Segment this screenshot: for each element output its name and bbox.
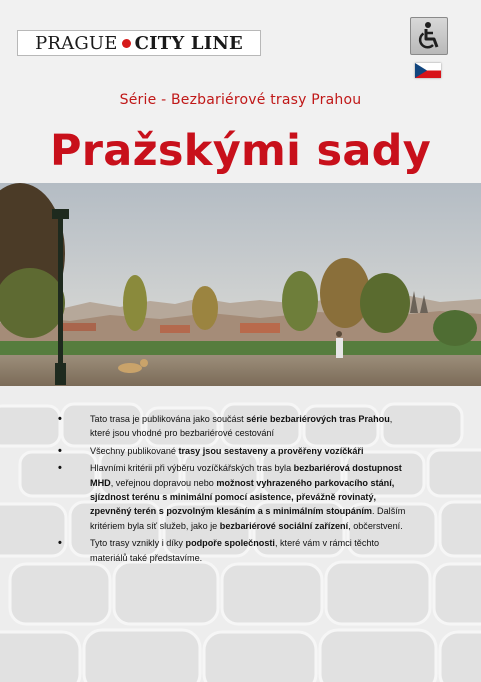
bullet-icon: • <box>58 413 62 425</box>
logo-text-city-line: CITY LINE <box>134 32 243 54</box>
text: , občerstvení. <box>348 520 403 531</box>
logo-dot <box>122 39 131 48</box>
wheelchair-icon[interactable] <box>410 17 448 55</box>
text: Všechny publikované <box>90 445 179 456</box>
park-photo <box>0 183 481 386</box>
bold-text: trasy jsou sestaveny a prověřeny vozíčkáři <box>178 445 364 456</box>
bold-text: bezbariérové sociální zařízení <box>219 520 349 531</box>
bullet-icon: • <box>58 537 62 550</box>
list-item <box>58 444 413 458</box>
bold-text: série bezbariérových tras Prahou <box>246 414 390 424</box>
text: , které jsou vhodné pro bezbariérové cestování <box>90 414 393 439</box>
bold-text: bezbariérová dostupnost MHD <box>90 463 402 488</box>
bold-text: možnost vyhrazeného parkovacího stání, sjízdnost terénu s minimální pomocí asistence, převážně rovinatý, zpevněný terén s pozvolným klesáním a s minimálním stoupáním <box>90 477 395 517</box>
text: , veřejnou dopravou nebo <box>110 477 217 488</box>
bold-text: podpoře společnosti <box>185 538 275 549</box>
text: Tyto trasy vznikly i díky <box>90 538 186 549</box>
text: Hlavními kritérii při výběru vozíčkářských tras byla <box>90 463 294 474</box>
text: , které vám v rámci těchto materiálů také představíme. <box>90 538 380 563</box>
text: Tato trasa je publikována jako součást <box>90 414 247 424</box>
prague-city-line-logo <box>17 30 261 56</box>
text: . Dalším kritériem byla síť služeb, jako je <box>90 506 406 531</box>
list-item <box>58 461 413 533</box>
list-item <box>58 536 413 565</box>
page-title: Pražskými sady <box>49 126 432 176</box>
info-bullet-list <box>58 412 413 568</box>
logo-text-prague: PRAGUE <box>35 32 118 54</box>
series-subtitle: Série - Bezbariérové trasy Prahou <box>119 92 362 108</box>
bullet-icon: • <box>58 462 62 475</box>
list-item <box>58 412 413 441</box>
czech-flag-icon[interactable] <box>415 63 441 78</box>
bullet-icon: • <box>58 444 62 457</box>
